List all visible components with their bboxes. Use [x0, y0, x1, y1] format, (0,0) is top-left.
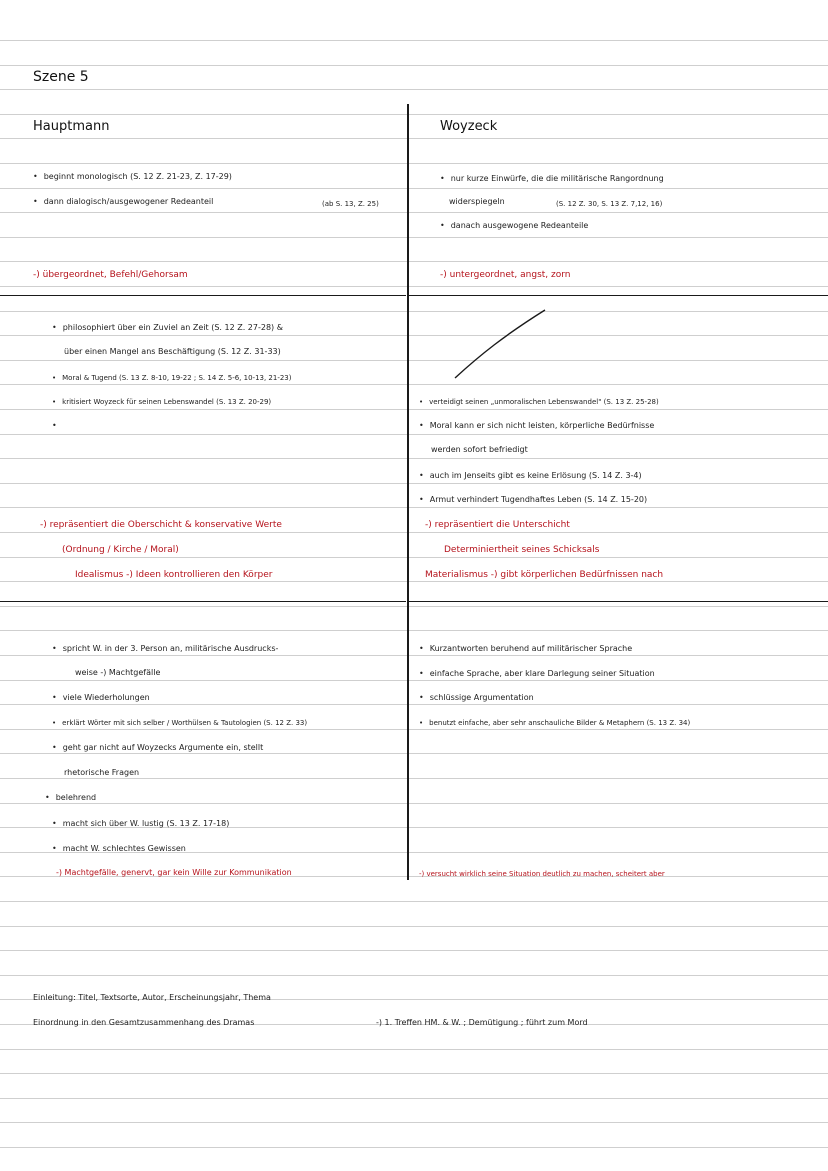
ruled-line	[0, 434, 828, 435]
ruled-line	[0, 40, 828, 41]
w-speech-item: • nur kurze Einwürfe, die die militärische Rangordnung	[440, 173, 664, 185]
section-line-right-1	[409, 295, 828, 296]
section-line-left-1	[0, 295, 406, 296]
footer-context: Einordnung in den Gesamtzusammenhang des Dramas	[33, 1018, 255, 1027]
column-divider	[407, 104, 409, 880]
right-header: Woyzeck	[440, 119, 498, 134]
ruled-line	[0, 926, 828, 927]
hm-content-result: -) repräsentiert die Oberschicht & konservative Werte	[40, 520, 282, 530]
hm-content-item: • Moral & Tugend (S. 13 Z. 8-10, 19-22 ; S. 14 Z. 5-6, 10-13, 21-23)	[52, 372, 292, 384]
hm-lang-result: -) Machtgefälle, genervt, gar kein Wille zur Kommunikation	[56, 868, 292, 877]
ruled-line	[0, 212, 828, 213]
ruled-line	[0, 409, 828, 410]
w-content-item: • Armut verhindert Tugendhaftes Leben (S. 14 Z. 15-20)	[419, 494, 647, 506]
hm-content-result: (Ordnung / Kirche / Moral)	[62, 545, 179, 555]
w-content-item: • auch im Jenseits gibt es keine Erlösung (S. 14 Z. 3-4)	[419, 470, 642, 482]
ruled-line	[0, 507, 828, 508]
hm-speech-item: • dann dialogisch/ausgewogener Redeanteil	[33, 196, 213, 208]
ruled-line	[0, 1098, 828, 1099]
w-content-item: • Moral kann er sich nicht leisten, körperliche Bedürfnisse	[419, 420, 654, 432]
ruled-line	[0, 803, 828, 804]
page-title: Szene 5	[33, 69, 89, 85]
ruled-line	[0, 335, 828, 336]
diagonal-stroke	[450, 305, 550, 385]
ruled-line	[0, 237, 828, 238]
ruled-line	[0, 729, 828, 730]
left-header: Hauptmann	[33, 119, 110, 134]
ruled-line	[0, 138, 828, 139]
hm-lang-item-cont: rhetorische Fragen	[64, 768, 140, 777]
w-speech-result: -) untergeordnet, angst, zorn	[440, 270, 571, 280]
ruled-line	[0, 581, 828, 582]
w-lang-item: • schlüssige Argumentation	[419, 692, 534, 704]
ruled-line	[0, 188, 828, 189]
ruled-line	[0, 1049, 828, 1050]
w-lang-item: • benutzt einfache, aber sehr anschauliche Bilder & Metaphern (S. 13 Z. 34)	[419, 717, 690, 729]
ruled-line	[0, 630, 828, 631]
hm-lang-item: • geht gar nicht auf Woyzecks Argumente ein, stellt	[52, 742, 263, 754]
hm-content-item-cont: über einen Mangel ans Beschäftigung (S. 12 Z. 31-33)	[64, 347, 281, 356]
w-content-item: • verteidigt seinen „unmoralischen Lebenswandel" (S. 13 Z. 25-28)	[419, 396, 659, 408]
ruled-line	[0, 458, 828, 459]
hm-lang-item: • erklärt Wörter mit sich selber / Worthülsen & Tautologien (S. 12 Z. 33)	[52, 717, 307, 729]
ruled-line	[0, 114, 828, 115]
hm-lang-item: • macht sich über W. lustig (S. 13 Z. 17-18)	[52, 818, 229, 830]
ruled-line	[0, 606, 828, 607]
ruled-line	[0, 163, 828, 164]
hm-content-item: • kritisiert Woyzeck für seinen Lebenswandel (S. 13 Z. 20-29)	[52, 396, 271, 408]
w-lang-item: • einfache Sprache, aber klare Darlegung seiner Situation	[419, 668, 655, 680]
ruled-line	[0, 1147, 828, 1148]
w-speech-item: • danach ausgewogene Redeanteile	[440, 220, 588, 232]
ruled-line	[0, 704, 828, 705]
hm-lang-item: • spricht W. in der 3. Person an, militärische Ausdrucks-	[52, 643, 278, 655]
ruled-line	[0, 286, 828, 287]
hm-lang-item: • belehrend	[45, 792, 96, 804]
w-lang-result: -) versucht wirklich seine Situation deutlich zu machen, scheitert aber	[419, 870, 665, 878]
footer-context-note: -) 1. Treffen HM. & W. ; Demütigung ; führt zum Mord	[376, 1018, 588, 1027]
hm-speech-item: • beginnt monologisch (S. 12 Z. 21-23, Z. 17-29)	[33, 171, 232, 183]
w-content-result: Determiniertheit seines Schicksals	[444, 545, 600, 555]
footer-intro: Einleitung: Titel, Textsorte, Autor, Erscheinungsjahr, Thema	[33, 993, 271, 1002]
hm-content-item: • philosophiert über ein Zuviel an Zeit (S. 12 Z. 27-28) &	[52, 322, 283, 334]
ruled-line	[0, 384, 828, 385]
ruled-line	[0, 557, 828, 558]
ruled-line	[0, 1122, 828, 1123]
hm-content-result: Idealismus -) Ideen kontrollieren den Körper	[75, 570, 273, 580]
hm-lang-item: • viele Wiederholungen	[52, 692, 150, 704]
w-content-result: Materialismus -) gibt körperlichen Bedürfnissen nach	[425, 570, 664, 580]
hm-speech-ref: (ab S. 13, Z. 25)	[322, 200, 379, 208]
hm-lang-item-cont: weise -) Machtgefälle	[75, 668, 161, 677]
ruled-line	[0, 360, 828, 361]
section-line-left-2	[0, 601, 406, 602]
ruled-line	[0, 261, 828, 262]
ruled-line	[0, 89, 828, 90]
hm-speech-result: -) übergeordnet, Befehl/Gehorsam	[33, 270, 188, 280]
ruled-line	[0, 950, 828, 951]
ruled-line	[0, 532, 828, 533]
ruled-line	[0, 680, 828, 681]
ruled-line	[0, 65, 828, 66]
w-content-result: -) repräsentiert die Unterschicht	[425, 520, 570, 530]
ruled-line	[0, 901, 828, 902]
w-lang-item: • Kurzantworten beruhend auf militärischer Sprache	[419, 643, 632, 655]
ruled-line	[0, 1073, 828, 1074]
ruled-line	[0, 975, 828, 976]
hm-content-empty-bullet	[52, 420, 63, 432]
w-content-item-cont: werden sofort befriedigt	[431, 445, 528, 454]
section-line-right-2	[409, 601, 828, 602]
w-speech-ref: (S. 12 Z. 30, S. 13 Z. 7,12, 16)	[556, 200, 663, 208]
ruled-line	[0, 483, 828, 484]
ruled-line	[0, 311, 828, 312]
ruled-line	[0, 655, 828, 656]
hm-lang-item: • macht W. schlechtes Gewissen	[52, 843, 186, 855]
w-speech-item-cont: widerspiegeln	[449, 197, 505, 206]
